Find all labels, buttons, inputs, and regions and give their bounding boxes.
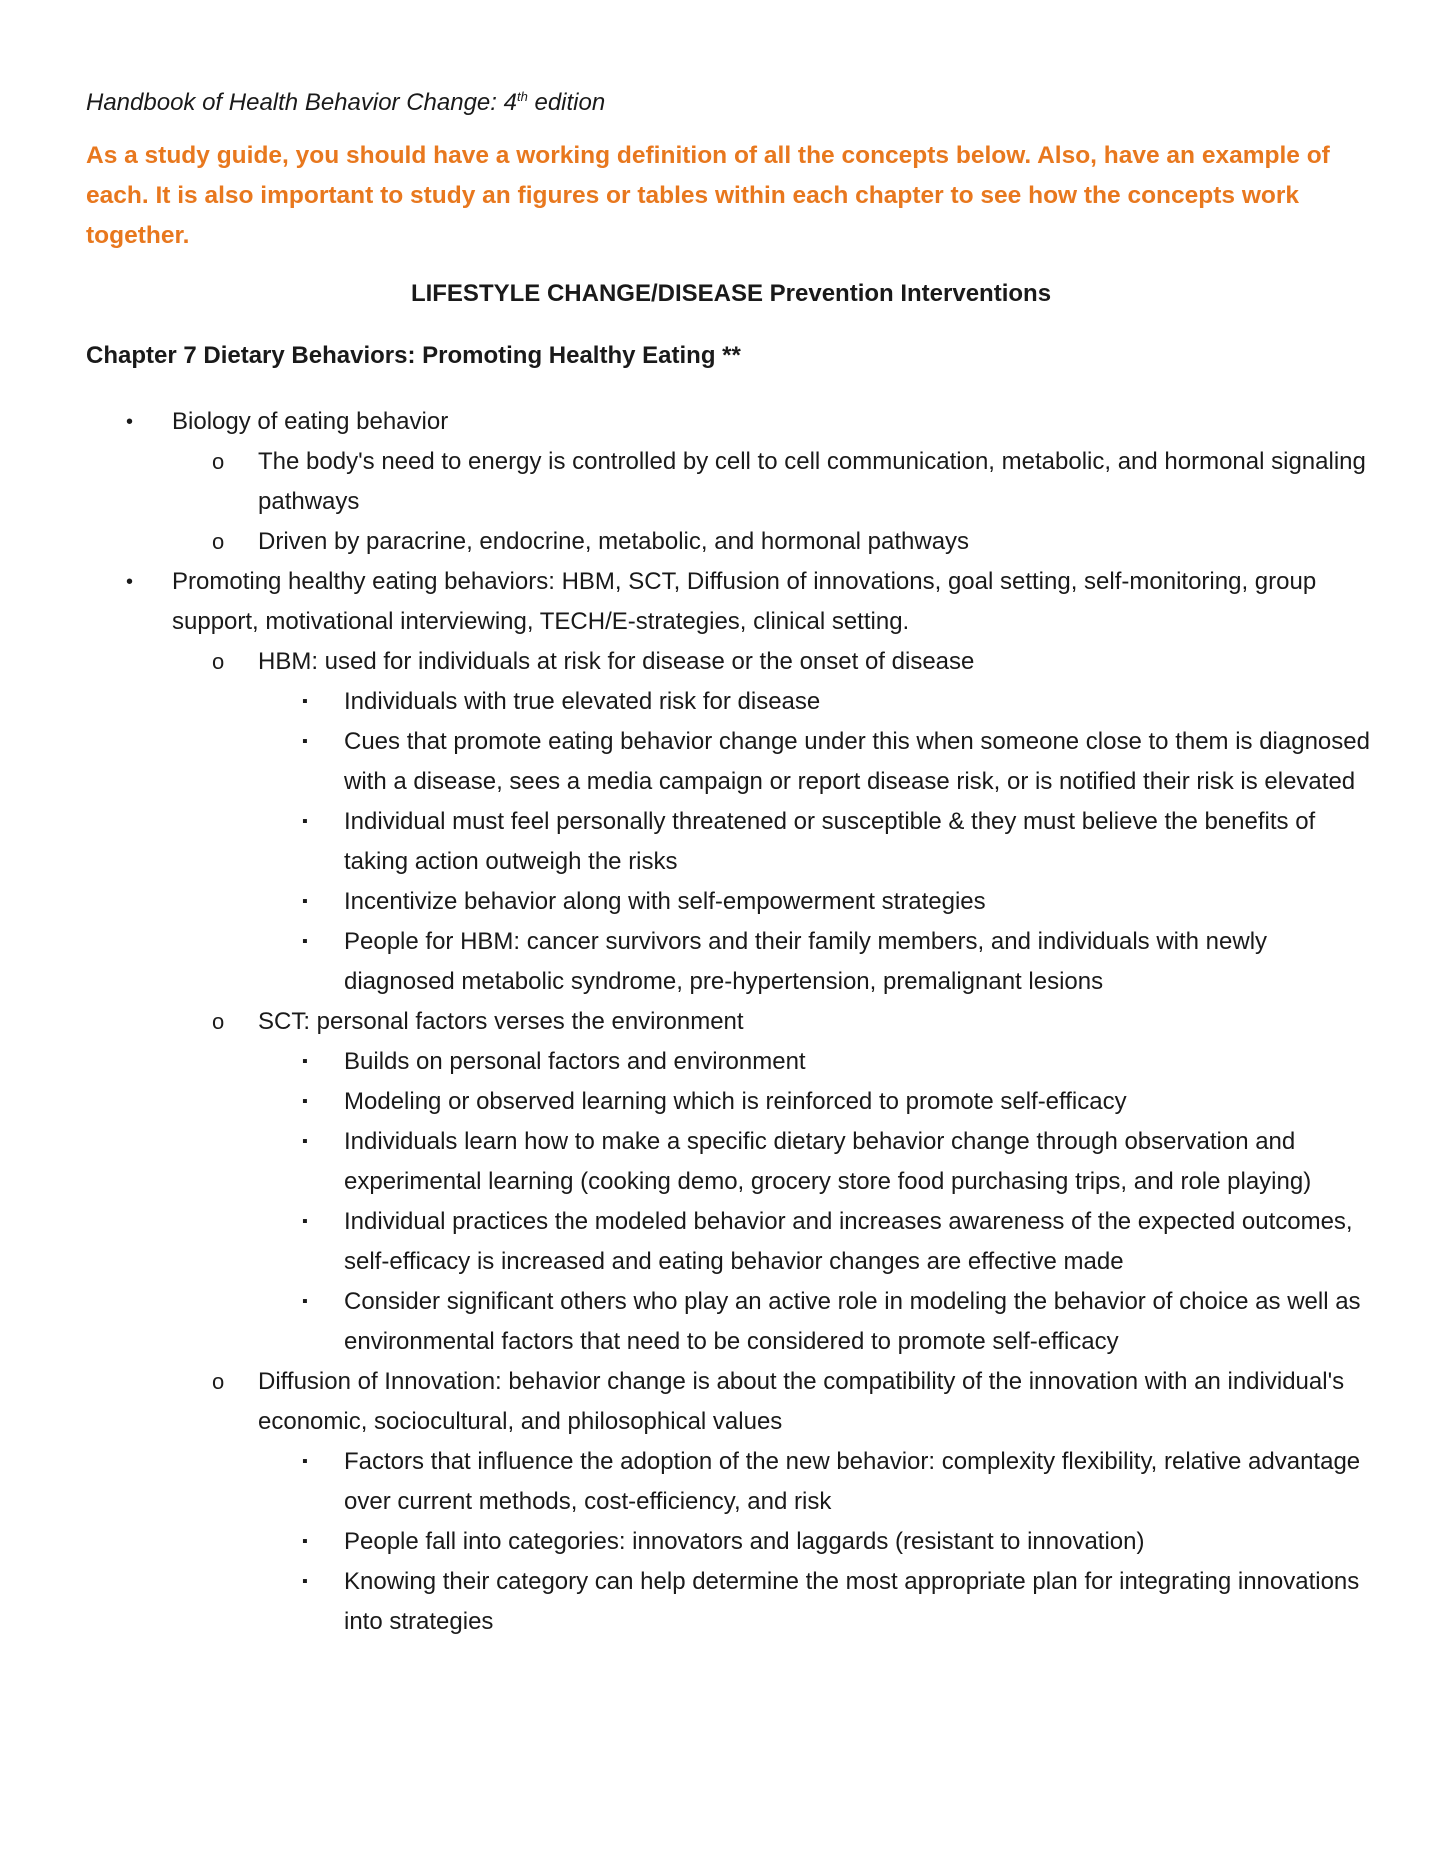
list-item — [172, 442, 1376, 522]
square-bullet-icon: ▪ — [302, 933, 308, 950]
circle-bullet-icon: o — [212, 1369, 225, 1394]
list-item-text: Cues that promote eating behavior change under this when someone close to them is diagnosed with a disease, sees a media campaign or report disease risk, or is notified their risk is elevated — [344, 728, 1370, 795]
list-item-text: Individual must feel personally threatened or susceptible & they must believe the benefits of taking action outweigh the risks — [344, 808, 1316, 875]
list-item-text: Factors that influence the adoption of the new behavior: complexity flexibility, relative advantage over current methods, cost-efficiency, and risk — [344, 1448, 1361, 1515]
document-title — [86, 88, 1376, 118]
list-item-text: Builds on personal factors and environment — [344, 1048, 806, 1075]
list-item-text: Individuals with true elevated risk for disease — [344, 688, 821, 715]
list-item-text: Consider significant others who play an active role in modeling the behavior of choice as well as environmental factors that need to be considered to promote self-efficacy — [344, 1288, 1361, 1355]
list-item-text: Modeling or observed learning which is reinforced to promote self-efficacy — [344, 1088, 1127, 1115]
title-main: Handbook of Health Behavior Change: 4 — [86, 89, 517, 116]
circle-bullet-icon: o — [212, 529, 225, 554]
sub-list — [172, 642, 1376, 1642]
circle-bullet-icon: o — [212, 649, 225, 674]
study-guide-instructions: As a study guide, you should have a working definition of all the concepts below. Also, have an example of each. It is also important to study an figures or tables within each chapter to see how the concepts work together. — [86, 142, 1330, 249]
list-item — [172, 522, 1376, 562]
list-item-text: SCT: personal factors verses the environment — [258, 1008, 744, 1035]
list-item-text: People for HBM: cancer survivors and their family members, and individuals with newly diagnosed metabolic syndrome, pre-hypertension, premalignant lesions — [344, 928, 1268, 995]
square-bullet-icon: ▪ — [302, 1053, 308, 1070]
sub-list — [172, 442, 1376, 562]
list-item-text: Individual practices the modeled behavior and increases awareness of the expected outcomes, self-efficacy is increased and eating behavior changes are effective made — [344, 1208, 1353, 1275]
list-item-text: Knowing their category can help determine the most appropriate plan for integrating innovations into strategies — [344, 1568, 1360, 1635]
list-item — [258, 1562, 1376, 1642]
list-item-text: The body's need to energy is controlled by cell to cell communication, metabolic, and hormonal signaling pathways — [258, 448, 1366, 515]
chapter-heading: Chapter 7 Dietary Behaviors: Promoting Healthy Eating ** — [86, 342, 741, 369]
square-bullet-icon: ▪ — [302, 1573, 308, 1590]
square-bullet-icon: ▪ — [302, 693, 308, 710]
circle-bullet-icon: o — [212, 1009, 225, 1034]
list-item — [172, 642, 1376, 1002]
list-item-text: Individuals learn how to make a specific dietary behavior change through observation and experimental learning (cooking demo, grocery store food purchasing trips, and role playing) — [344, 1128, 1312, 1195]
square-bullet-icon: ▪ — [302, 1533, 308, 1550]
bullet-icon: • — [126, 571, 134, 593]
list-item-text: Promoting healthy eating behaviors: HBM, SCT, Diffusion of innovations, goal setting, self-monitoring, group support, motivational interviewing, TECH/E-strategies, clinical setting. — [172, 568, 1317, 635]
list-item-text: Diffusion of Innovation: behavior change is about the compatibility of the innovation with an individual's economic, sociocultural, and philosophical values — [258, 1368, 1345, 1435]
list-item-text: Biology of eating behavior — [172, 408, 449, 435]
sub-sub-list — [258, 1042, 1376, 1362]
square-bullet-icon: ▪ — [302, 1293, 308, 1310]
list-item — [258, 1042, 1376, 1082]
list-item — [258, 802, 1376, 882]
list-item-text: Driven by paracrine, endocrine, metabolic, and hormonal pathways — [258, 528, 970, 555]
bullet-icon: • — [126, 411, 134, 433]
square-bullet-icon: ▪ — [302, 1093, 308, 1110]
square-bullet-icon: ▪ — [302, 733, 308, 750]
title-superscript: th — [516, 89, 528, 104]
sub-sub-list — [258, 1442, 1376, 1642]
list-item — [258, 722, 1376, 802]
list-item — [258, 922, 1376, 1002]
list-item — [86, 402, 1376, 562]
list-item — [258, 882, 1376, 922]
square-bullet-icon: ▪ — [302, 813, 308, 830]
square-bullet-icon: ▪ — [302, 1133, 308, 1150]
sub-sub-list — [258, 682, 1376, 1002]
square-bullet-icon: ▪ — [302, 1453, 308, 1470]
list-item — [258, 682, 1376, 722]
title-tail: edition — [527, 89, 606, 116]
list-item — [258, 1522, 1376, 1562]
document-page — [86, 88, 1376, 1642]
list-item — [258, 1122, 1376, 1202]
list-item-text: People fall into categories: innovators and laggards (resistant to innovation) — [344, 1528, 1145, 1555]
list-item-text: Incentivize behavior along with self-empowerment strategies — [344, 888, 986, 915]
list-item — [258, 1282, 1376, 1362]
circle-bullet-icon: o — [212, 449, 225, 474]
list-item — [258, 1082, 1376, 1122]
list-item-text: HBM: used for individuals at risk for disease or the onset of disease — [258, 648, 975, 675]
square-bullet-icon: ▪ — [302, 1213, 308, 1230]
list-item — [172, 1362, 1376, 1642]
list-item — [86, 562, 1376, 1642]
list-item — [258, 1202, 1376, 1282]
section-heading: LIFESTYLE CHANGE/DISEASE Prevention Interventions — [410, 280, 1052, 307]
list-item — [172, 1002, 1376, 1362]
outline-list — [86, 402, 1376, 1642]
list-item — [258, 1442, 1376, 1522]
square-bullet-icon: ▪ — [302, 893, 308, 910]
